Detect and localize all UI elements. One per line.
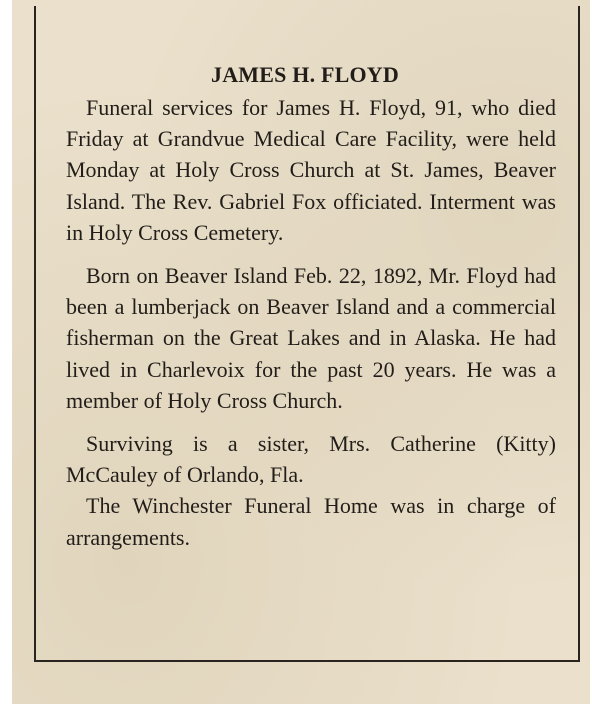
paragraph-biography: Born on Beaver Island Feb. 22, 1892, Mr. Floyd had been a lumberjack on Beaver Island and a commercial fisherman on the Great Lakes and in Alaska. He had lived in Charlevoix for the past 20 years. He was a member of Holy Cross Church. [66, 263, 556, 413]
paragraph-arrangements: The Winchester Funeral Home was in charge of arrangements. [66, 493, 556, 550]
paragraph-funeral-services: Funeral services for James H. Floyd, 91, who died Friday at Grandvue Medical Care Facility, were held Monday at Holy Cross Church at St. James, Beaver Island. The Rev. Gabriel Fox officiated. Interment was in Holy Cross Cemetery. [66, 95, 556, 245]
paragraph-survivors: Surviving is a sister, Mrs. Catherine (Kitty) McCauley of Orlando, Fla. [66, 431, 556, 488]
obituary-headline: JAMES H. FLOYD [211, 62, 399, 87]
obituary-body [66, 92, 556, 553]
